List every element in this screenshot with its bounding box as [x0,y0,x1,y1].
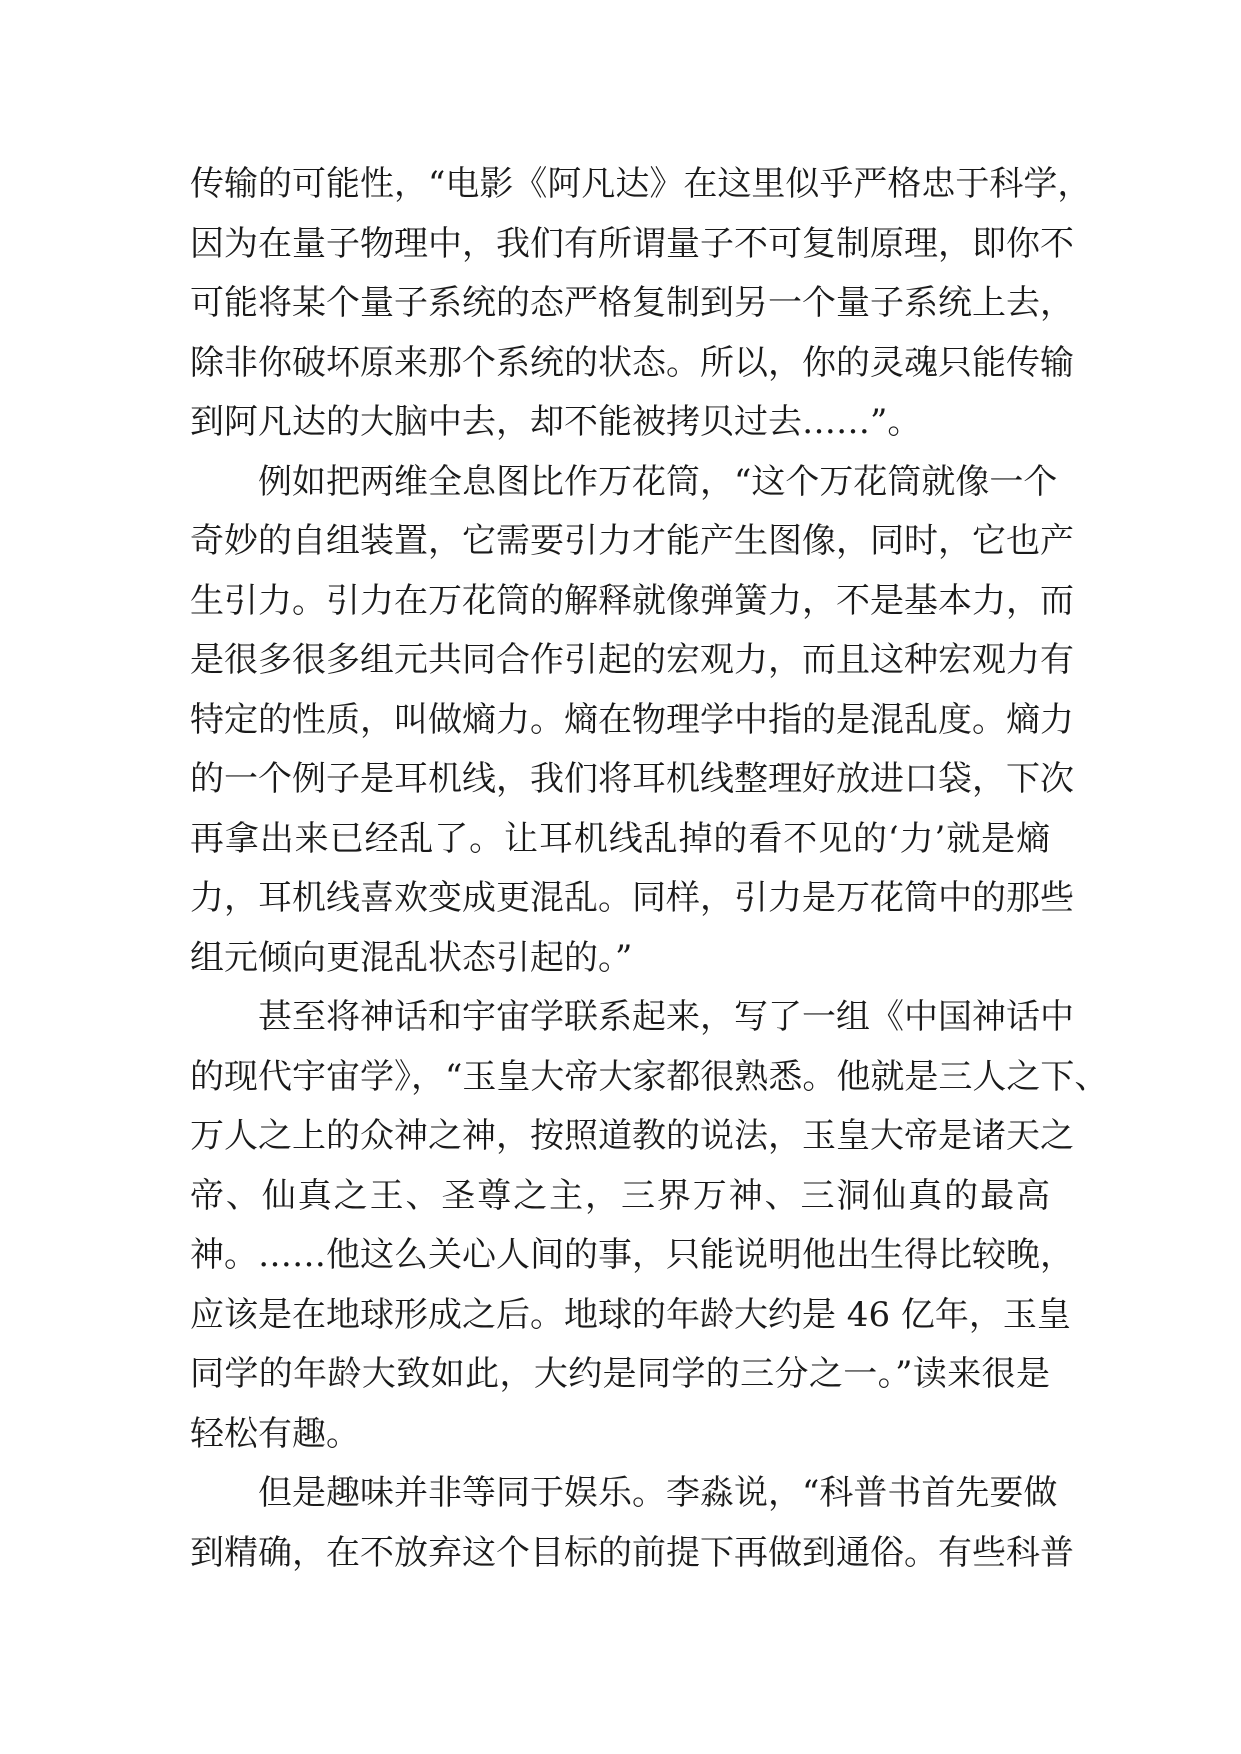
text-line: 传输的可能性，“电影《阿凡达》在这里似乎严格忠于科学， [190,164,1092,204]
paragraph [190,453,1074,989]
text-line: 力，耳机线喜欢变成更混乱。同样，引力是万花筒中的那些 [190,878,1074,918]
text-line: 因为在量子物理中，我们有所谓量子不可复制原理，即你不 [190,223,1074,264]
text-line: 组元倾向更混乱状态引起的。” [190,937,633,978]
text-line: 是很多很多组元共同合作引起的宏观力，而且这种宏观力有 [190,640,1074,680]
text-line: 奇妙的自组装置，它需要引力才能产生图像，同时，它也产 [190,521,1074,561]
text-line: 生引力。引力在万花筒的解释就像弹簧力，不是基本力，而 [190,580,1074,621]
text-line: 神。……他这么关心人间的事，只能说明他出生得比较晚， [190,1235,1074,1275]
text-line: 帝、仙真之王、圣尊之主，三界万神、三洞仙真的最高 [190,1175,1050,1216]
text-line: 但是趣味并非等同于娱乐。李淼说，“科普书首先要做 [258,1473,1058,1513]
text-line: 除非你破坏原来那个系统的状态。所以，你的灵魂只能传输 [190,342,1074,383]
text-line: 到精确，在不放弃这个目标的前提下再做到通俗。有些科普 [190,1532,1074,1573]
text-line: 可能将某个量子系统的态严格复制到另一个量子系统上去， [190,283,1074,323]
paragraph [190,1464,1074,1583]
paragraph [190,988,1109,1464]
text-line: 同学的年龄大致如此，大约是同学的三分之一。”读来很是 [190,1354,1050,1394]
paragraph [190,155,1092,453]
text-line: 到阿凡达的大脑中去，却不能被拷贝过去……”。 [190,402,922,442]
text-line: 例如把两维全息图比作万花筒，“这个万花筒就像一个 [258,461,1058,502]
text-line: 应该是在地球形成之后。地球的年龄大约是 46 亿年，玉皇 [190,1294,1071,1335]
text-line: 万人之上的众神之神，按照道教的说法，玉皇大帝是诸天之 [190,1116,1074,1156]
text-line: 的现代宇宙学》，“玉皇大帝大家都很熟悉。他就是三人之下、 [190,1056,1109,1097]
text-line: 再拿出来已经乱了。让耳机线乱掉的看不见的‘力’就是熵 [190,818,1050,859]
text-line: 轻松有趣。 [190,1413,360,1454]
text-line: 的一个例子是耳机线，我们将耳机线整理好放进口袋，下次 [190,759,1074,799]
text-line: 特定的性质，叫做熵力。熵在物理学中指的是混乱度。熵力 [190,699,1074,740]
text-line: 甚至将神话和宇宙学联系起来，写了一组《中国神话中 [258,997,1074,1037]
body-text [190,155,1109,1583]
